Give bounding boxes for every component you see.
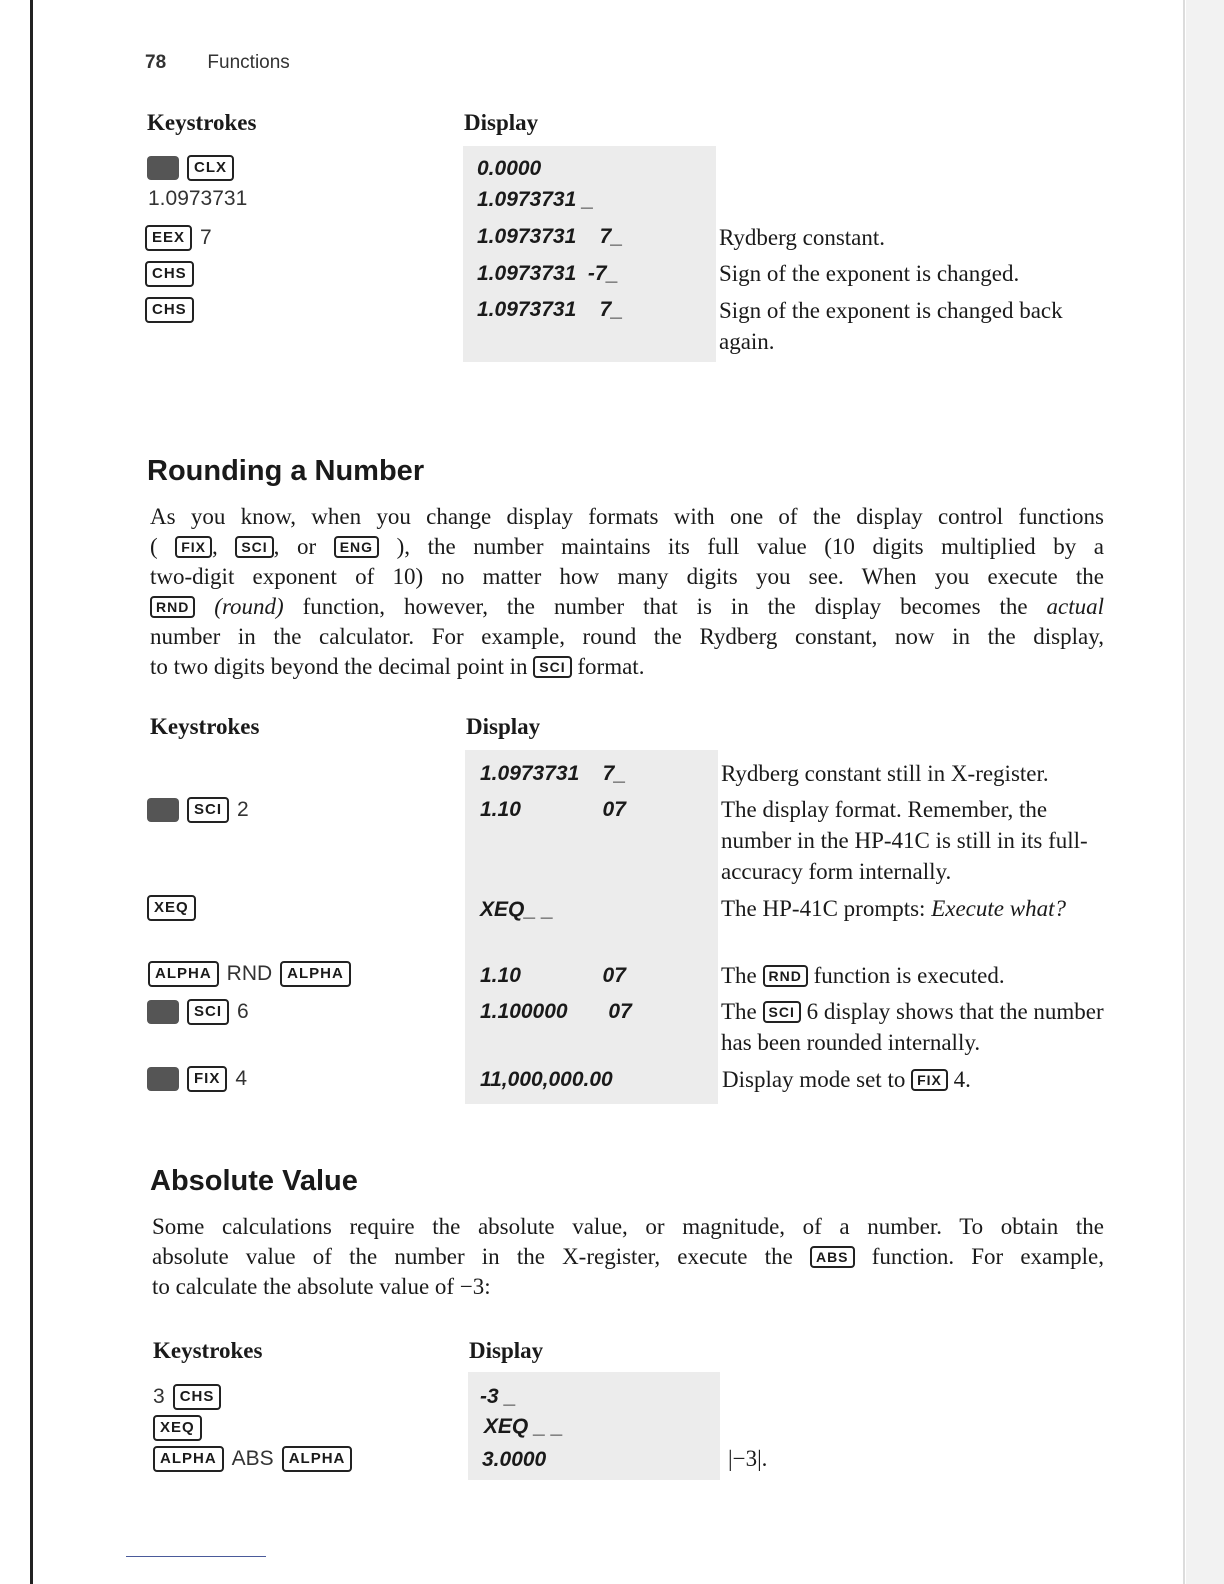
para-text: , or xyxy=(273,534,317,559)
key-sci: SCI xyxy=(235,536,273,558)
key-sci: SCI xyxy=(187,797,229,823)
section-title: Rounding a Number xyxy=(147,455,425,487)
note-text: The xyxy=(721,963,757,988)
para-line xyxy=(150,652,1104,682)
display-readout: -3 _ xyxy=(480,1385,517,1408)
key-xeq: XEQ xyxy=(153,1415,202,1441)
display-heading: Display xyxy=(469,1338,544,1363)
key-sci: SCI xyxy=(187,999,229,1025)
row-note xyxy=(721,960,1005,991)
keystroke-text: RND xyxy=(226,962,273,985)
display-heading: Display xyxy=(466,714,541,739)
keystroke-number: 4 xyxy=(235,1067,248,1090)
display-readout: 1.10 07 xyxy=(480,798,626,821)
note-text: 4. xyxy=(953,1067,971,1092)
para-text: function. For example, xyxy=(871,1244,1105,1269)
note-text: 6 display shows that the number has been rounded internally. xyxy=(721,999,1104,1055)
display-readout: XEQ _ _ xyxy=(478,1415,564,1438)
key-chs: CHS xyxy=(145,261,194,287)
display-readout: 1.0973731 -7_ xyxy=(477,262,619,285)
shift-key-icon xyxy=(147,1000,179,1024)
para-line: to calculate the absolute value of −3: xyxy=(152,1274,491,1299)
page-left-edge xyxy=(30,0,33,1584)
row-note: Sign of the exponent is changed. xyxy=(719,261,1020,286)
keystroke-row xyxy=(145,261,194,287)
display-readout: 1.10 07 xyxy=(480,964,626,987)
row-note: The display format. Remember, the number in the HP-41C is still in its full-accuracy form internally. xyxy=(721,797,1088,884)
keystroke-row xyxy=(147,1066,247,1092)
para-text: ), the number maintains its full value (10 digits multiplied by a xyxy=(396,534,1105,559)
note-text: function is executed. xyxy=(813,963,1005,988)
para-text: format. xyxy=(577,654,645,679)
key-fix: FIX xyxy=(911,1069,948,1091)
keystroke-number: 7 xyxy=(200,226,212,249)
key-alpha: ALPHA xyxy=(280,961,351,987)
para-line: As you know, when you change display formats with one of the display control functions xyxy=(150,504,1104,529)
page-number: 78 xyxy=(145,52,167,73)
note-text: Display mode set to xyxy=(722,1067,906,1092)
para-text: , xyxy=(212,534,218,559)
note-text: The xyxy=(721,999,757,1024)
page-right-shadow xyxy=(1183,0,1185,1584)
para-text: to two digits beyond the decimal point in xyxy=(150,654,528,679)
body-paragraph xyxy=(150,502,1104,682)
keystroke-row xyxy=(147,155,234,181)
keystroke-number: 3 xyxy=(153,1385,165,1408)
key-eex: EEX xyxy=(145,225,192,251)
shift-key-icon xyxy=(147,798,179,822)
para-text: absolute value of the number in the X-register, execute the xyxy=(152,1244,793,1269)
key-fix: FIX xyxy=(187,1066,227,1092)
footer-rule xyxy=(126,1556,266,1557)
body-paragraph xyxy=(152,1212,1104,1302)
keystroke-number: 6 xyxy=(237,1000,249,1023)
keystroke-row xyxy=(153,1415,202,1441)
key-alpha: ALPHA xyxy=(153,1446,224,1472)
key-xeq: XEQ xyxy=(147,895,196,921)
display-readout: 0.0000 xyxy=(477,157,542,180)
keystroke-number: 2 xyxy=(237,798,249,821)
row-note: Sign of the exponent is changed back again. xyxy=(719,298,1063,354)
keystroke-row xyxy=(148,961,351,987)
key-alpha: ALPHA xyxy=(148,961,219,987)
keystroke-row xyxy=(148,187,247,211)
keystroke-row xyxy=(147,999,249,1025)
key-chs: CHS xyxy=(145,297,194,323)
display-readout: 11,000,000.00 xyxy=(480,1068,613,1091)
keystroke-row xyxy=(153,1446,352,1472)
key-chs: CHS xyxy=(173,1384,222,1410)
key-sci: SCI xyxy=(533,656,571,678)
keystroke-row xyxy=(145,225,212,251)
row-note xyxy=(721,996,1106,1058)
para-text: actual xyxy=(1046,594,1105,619)
key-eng: ENG xyxy=(334,536,379,558)
para-line: two-digit exponent of 10) no matter how many digits you see. When you execute the xyxy=(150,564,1104,589)
display-readout: XEQ_ _ xyxy=(480,898,554,921)
row-note: Rydberg constant. xyxy=(719,225,886,250)
display-readout: 1.0973731 7_ xyxy=(480,762,626,785)
display-readout: 1.100000 07 xyxy=(480,1000,632,1023)
display-readout: 1.0973731 7_ xyxy=(477,225,623,248)
display-readout: 1.0973731 7_ xyxy=(477,298,623,321)
note-text: Execute what? xyxy=(931,896,1066,921)
para-line: number in the calculator. For example, round the Rydberg constant, now in the display, xyxy=(150,624,1104,649)
para-line xyxy=(150,532,1104,562)
para-line: Some calculations require the absolute value, or magnitude, of a number. To obtain the xyxy=(152,1214,1104,1239)
page-header xyxy=(145,52,290,74)
running-head: Functions xyxy=(207,52,290,73)
note-text: The HP-41C prompts: xyxy=(721,896,926,921)
keystrokes-heading: Keystrokes xyxy=(147,110,257,135)
key-sci: SCI xyxy=(763,1001,801,1023)
para-line xyxy=(150,592,1104,622)
para-text: ( xyxy=(150,534,158,559)
row-note: Rydberg constant still in X-register. xyxy=(721,761,1049,786)
display-readout: 3.0000 xyxy=(482,1448,547,1471)
key-rnd: RND xyxy=(150,596,195,618)
display-readout: 1.0973731 _ xyxy=(477,188,594,211)
para-line xyxy=(152,1242,1104,1272)
row-note: |−3|. xyxy=(728,1446,768,1471)
keystroke-row xyxy=(147,797,249,823)
row-note xyxy=(721,893,1081,924)
key-alpha: ALPHA xyxy=(282,1446,353,1472)
keystroke-number: 1.0973731 xyxy=(148,187,248,210)
key-clx: CLX xyxy=(187,155,234,181)
shift-key-icon xyxy=(147,156,179,180)
keystroke-text: ABS xyxy=(231,1447,274,1470)
para-text: function, however, the number that is in the display becomes the xyxy=(302,594,1028,619)
row-note xyxy=(722,1064,971,1095)
keystrokes-heading: Keystrokes xyxy=(153,1338,263,1363)
key-fix: FIX xyxy=(175,536,212,558)
keystrokes-heading: Keystrokes xyxy=(150,714,260,739)
display-heading: Display xyxy=(464,110,539,135)
section-title: Absolute Value xyxy=(150,1165,358,1197)
key-rnd: RND xyxy=(763,965,808,987)
page-right-margin xyxy=(1186,0,1224,1584)
keystroke-row xyxy=(153,1384,221,1410)
para-text: (round) xyxy=(214,594,284,619)
shift-key-icon xyxy=(147,1067,179,1091)
keystroke-row xyxy=(145,297,194,323)
keystroke-row xyxy=(147,895,196,921)
key-abs: ABS xyxy=(810,1246,855,1268)
